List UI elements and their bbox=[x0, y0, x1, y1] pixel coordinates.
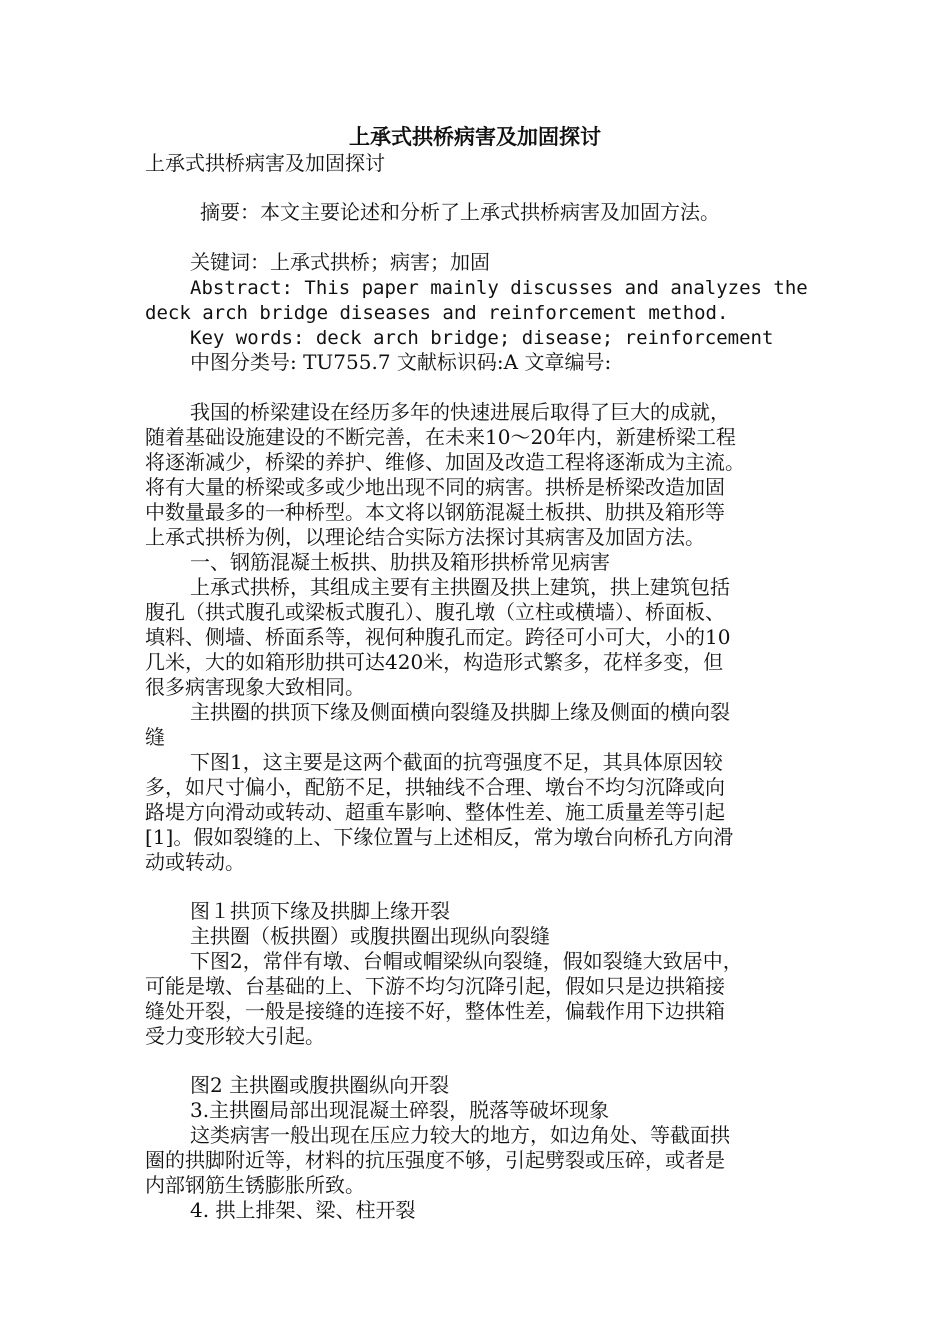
abstract-en-line-2: deck arch bridge diseases and reinforcement method. bbox=[145, 302, 729, 324]
paragraph-line: 中数量最多的一种桥型。本文将以钢筋混凝土板拱、肋拱及箱形等 bbox=[145, 500, 725, 524]
paragraph-line: 将有大量的桥梁或多或少地出现不同的病害。拱桥是桥梁改造加固 bbox=[145, 475, 725, 499]
paragraph-line: 上承式拱桥为例，以理论结合实际方法探讨其病害及加固方法。 bbox=[145, 525, 705, 549]
paragraph-line: 这类病害一般出现在压应力较大的地方，如边角处、等截面拱 bbox=[190, 1123, 730, 1147]
document-subtitle: 上承式拱桥病害及加固探讨 bbox=[145, 151, 385, 175]
section-heading: 一、钢筋混凝土板拱、肋拱及箱形拱桥常见病害 bbox=[190, 550, 610, 574]
paragraph-line: 可能是墩、台基础的上、下游不均匀沉降引起，假如只是边拱箱接 bbox=[145, 974, 725, 998]
subheading: 主拱圈（板拱圈）或腹拱圈出现纵向裂缝 bbox=[190, 924, 550, 948]
abstract-cn: 摘要：本文主要论述和分析了上承式拱桥病害及加固方法。 bbox=[200, 200, 720, 224]
document-title: 上承式拱桥病害及加固探讨 bbox=[349, 125, 601, 149]
paragraph-line: 多，如尺寸偏小，配筋不足，拱轴线不合理、墩台不均匀沉降或向 bbox=[145, 775, 725, 799]
paragraph-line: 路堤方向滑动或转动、超重车影响、整体性差、施工质量差等引起 bbox=[145, 800, 725, 824]
figure-caption: 图１拱顶下缘及拱脚上缘开裂 bbox=[190, 899, 450, 923]
abstract-en-line-1: Abstract: This paper mainly discusses and analyzes the bbox=[190, 277, 808, 299]
paragraph-line: 下图1，这主要是这两个截面的抗弯强度不足，其具体原因较 bbox=[190, 750, 723, 774]
paragraph-line: 将逐渐减少，桥梁的养护、维修、加固及改造工程将逐渐成为主流。 bbox=[145, 450, 745, 474]
subheading: 4. 拱上排架、梁、柱开裂 bbox=[190, 1198, 416, 1222]
paragraph-line: 填料、侧墙、桥面系等，视何种腹孔而定。跨径可小可大，小的10 bbox=[145, 625, 731, 649]
paragraph-line: 内部钢筋生锈膨胀所致。 bbox=[145, 1173, 365, 1197]
paragraph-line: 下图2，常伴有墩、台帽或帽梁纵向裂缝，假如裂缝大致居中， bbox=[190, 949, 743, 973]
figure-caption: 图2 主拱圈或腹拱圈纵向开裂 bbox=[190, 1073, 450, 1097]
paragraph-line: 缝处开裂，一般是接缝的连接不好，整体性差，偏载作用下边拱箱 bbox=[145, 999, 725, 1023]
paragraph-line: [1]。假如裂缝的上、下缘位置与上述相反，常为墩台向桥孔方向滑 bbox=[145, 825, 734, 849]
paragraph-line: 受力变形较大引起。 bbox=[145, 1024, 325, 1048]
paragraph-line: 随着基础设施建设的不断完善，在未来10～20年内，新建桥梁工程 bbox=[145, 425, 736, 449]
paragraph-line: 腹孔（拱式腹孔或梁板式腹孔）、腹孔墩（立柱或横墙）、桥面板、 bbox=[145, 600, 725, 624]
paragraph-line: 上承式拱桥，其组成主要有主拱圈及拱上建筑，拱上建筑包括 bbox=[190, 575, 730, 599]
paragraph-line: 动或转动。 bbox=[145, 850, 245, 874]
keywords-cn: 关键词：上承式拱桥；病害；加固 bbox=[190, 250, 490, 274]
paragraph-line: 几米，大的如箱形肋拱可达420米，构造形式繁多，花样多变，但 bbox=[145, 650, 724, 674]
subheading: 缝 bbox=[145, 725, 165, 749]
subheading: 主拱圈的拱顶下缘及侧面横向裂缝及拱脚上缘及侧面的横向裂 bbox=[190, 700, 730, 724]
paragraph-line: 圈的拱脚附近等，材料的抗压强度不够，引起劈裂或压碎，或者是 bbox=[145, 1148, 725, 1172]
subheading: 3.主拱圈局部出现混凝土碎裂，脱落等破坏现象 bbox=[190, 1098, 610, 1122]
paragraph-line: 很多病害现象大致相同。 bbox=[145, 675, 365, 699]
paragraph-line: 我国的桥梁建设在经历多年的快速进展后取得了巨大的成就， bbox=[190, 400, 730, 424]
classification-line: 中图分类号: TU755.7 文献标识码:A 文章编号: bbox=[190, 350, 612, 374]
keywords-en: Key words: deck arch bridge; disease; reinforcement bbox=[190, 327, 774, 349]
